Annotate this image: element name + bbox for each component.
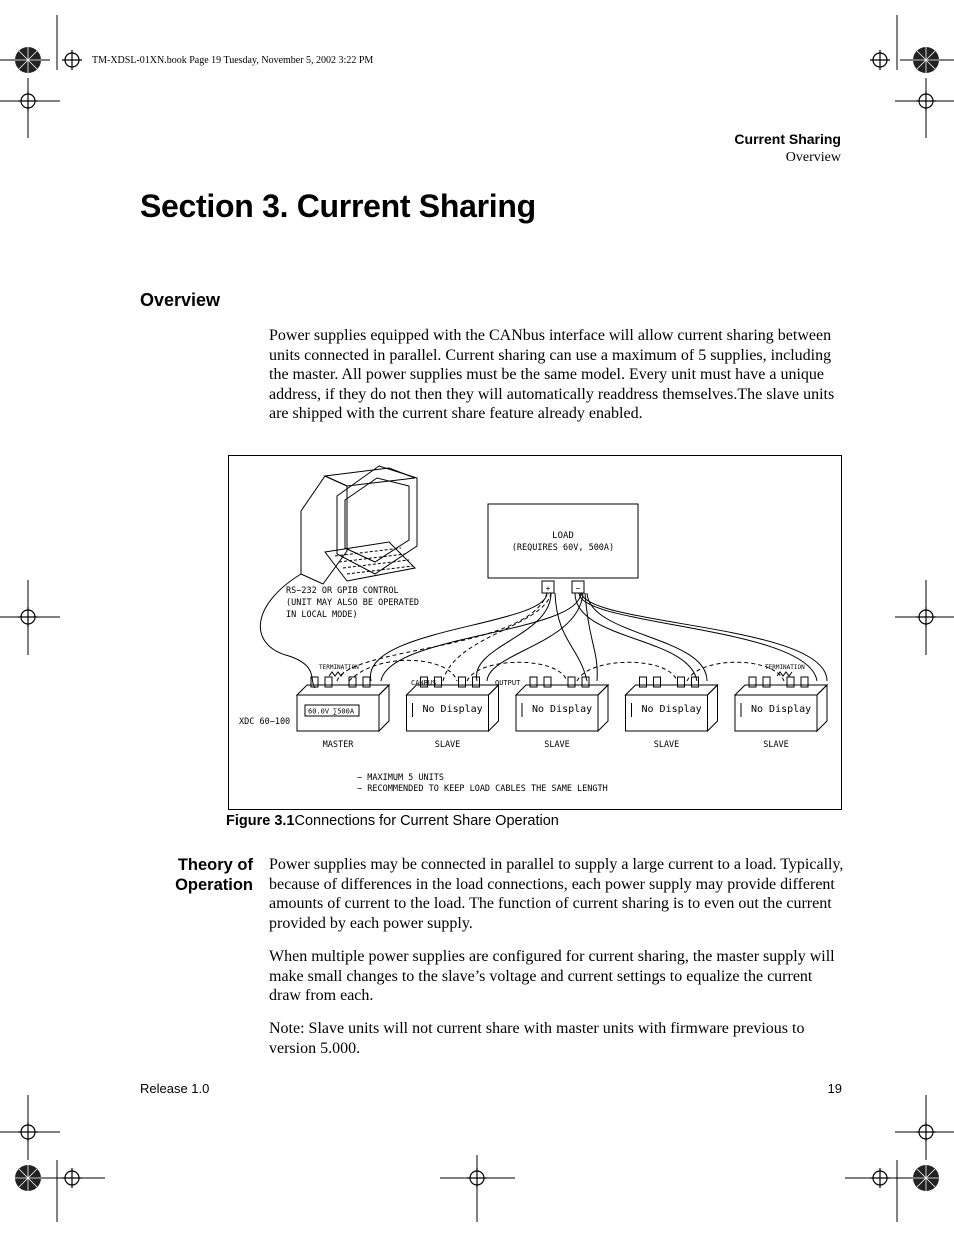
termination-label-left: TERMINATION bbox=[319, 664, 359, 671]
figure-box bbox=[228, 455, 842, 810]
theory-heading bbox=[150, 855, 253, 895]
unit-role-label: SLAVE bbox=[763, 740, 789, 750]
master-display-voltage: 60.0V bbox=[308, 707, 330, 716]
section-title: Section 3. Current Sharing bbox=[140, 188, 536, 224]
load-label: LOAD bbox=[552, 531, 574, 541]
unit-role-label: MASTER bbox=[322, 740, 354, 750]
termination-label-right: TERMINATION bbox=[765, 664, 805, 671]
footer-page-number: 19 bbox=[827, 1081, 842, 1096]
unit-display-text: No Display bbox=[422, 704, 483, 715]
keyboard bbox=[325, 542, 415, 581]
note-line-1: − MAXIMUM 5 UNITS bbox=[357, 773, 444, 783]
load-minus-terminal: − bbox=[575, 584, 581, 593]
file-header: TM-XDSL-01XN.book Page 19 Tuesday, November 5, 2002 3:22 PM bbox=[92, 55, 374, 66]
theory-paragraph-1: Power supplies may be connected in parallel to supply a large current to a load. Typically, because of differences in the load connections, each power supply may provide different amounts of current to the load. The function of current sharing is to even out the current provided by each power supply. bbox=[269, 856, 844, 932]
power-supply-unit bbox=[735, 677, 827, 750]
figure-number: Figure 3.1 bbox=[226, 813, 295, 829]
control-note-line-1: RS−232 OR GPIB CONTROL bbox=[286, 586, 399, 596]
unit-display-text: No Display bbox=[532, 704, 593, 715]
power-supply-unit bbox=[297, 677, 389, 750]
computer-tower bbox=[301, 476, 347, 584]
unit-display-text: No Display bbox=[751, 704, 812, 715]
theory-heading-line-1: Theory of bbox=[177, 856, 253, 874]
unit-role-label: SLAVE bbox=[544, 740, 570, 750]
current-share-diagram bbox=[229, 456, 841, 809]
load-box bbox=[488, 504, 638, 578]
overview-heading: Overview bbox=[140, 290, 221, 310]
theory-heading-line-2: Operation bbox=[175, 876, 253, 894]
load-requirement: (REQUIRES 60V, 500A) bbox=[511, 543, 615, 553]
figure-caption-text: Connections for Current Share Operation bbox=[294, 813, 559, 829]
power-supply-unit bbox=[407, 677, 499, 750]
running-head-title: Current Sharing bbox=[734, 131, 841, 147]
overview-paragraph: Power supplies equipped with the CANbus interface will allow current sharing between units connected in parallel. Current sharing can use a maximum of 5 supplies, including the master. All power supplies must be the same model. Every unit must have a unique address, if they do not then they will automatically readdress themselves.The slave units are shipped with the current share feature already enabled. bbox=[269, 327, 835, 423]
unit-role-label: SLAVE bbox=[653, 740, 680, 750]
model-label: XDC 60−100 bbox=[239, 717, 291, 727]
footer-release: Release 1.0 bbox=[140, 1081, 210, 1096]
output-label: OUTPUT bbox=[495, 679, 521, 687]
theory-paragraph-2: When multiple power supplies are configured for current sharing, the master supply will make small changes to the slave’s voltage and current settings to equalize the current draw from each. bbox=[269, 948, 835, 1005]
load-plus-terminal: + bbox=[545, 584, 551, 593]
power-supply-unit bbox=[626, 677, 718, 750]
master-display-current: ∑500A bbox=[333, 707, 355, 716]
canbus-label: CANBUS bbox=[411, 679, 437, 687]
control-note-line-2: (UNIT MAY ALSO BE OPERATED bbox=[286, 598, 420, 608]
running-head-subtitle: Overview bbox=[785, 150, 841, 165]
figure-caption bbox=[226, 813, 559, 829]
power-supply-unit bbox=[516, 677, 608, 750]
note-line-2: − RECOMMENDED TO KEEP LOAD CABLES THE SAME LENGTH bbox=[357, 784, 608, 794]
theory-paragraph-3: Note: Slave units will not current share with master units with firmware previous to version 5.000. bbox=[269, 1020, 805, 1057]
unit-role-label: SLAVE bbox=[434, 740, 461, 750]
unit-display-text: No Display bbox=[641, 704, 702, 715]
control-note-line-3: IN LOCAL MODE) bbox=[286, 610, 358, 620]
